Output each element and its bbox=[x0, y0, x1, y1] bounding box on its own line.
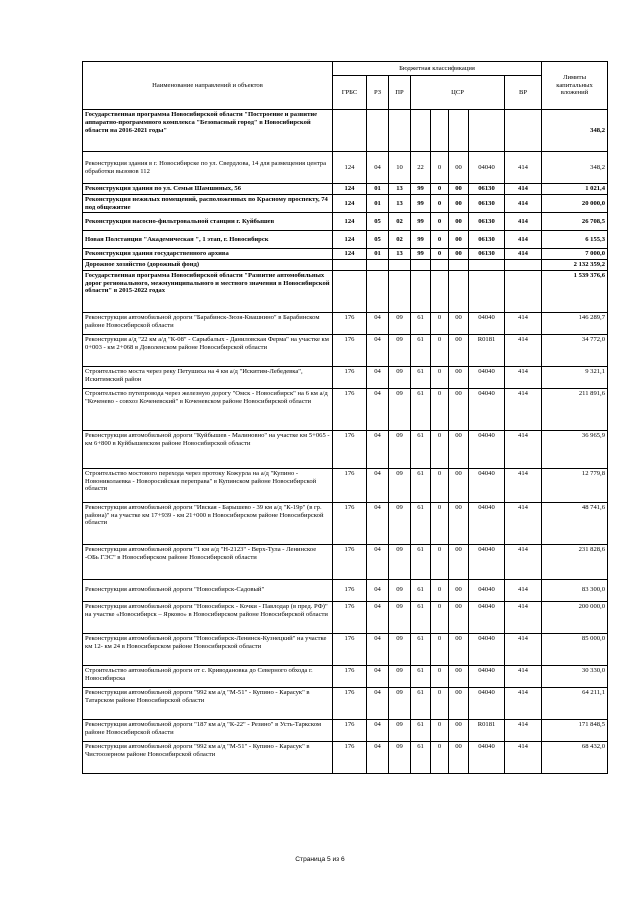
csr-part2: 0 bbox=[431, 430, 449, 468]
csr-part2: 0 bbox=[431, 194, 449, 213]
csr-part4: 04040 bbox=[469, 366, 505, 388]
table-row bbox=[83, 312, 608, 334]
csr-part1 bbox=[411, 270, 431, 312]
csr-part3: 00 bbox=[449, 231, 469, 249]
limit-amount: 83 300,0 bbox=[542, 579, 608, 601]
grbs-code bbox=[333, 110, 367, 152]
limit-amount: 26 708,5 bbox=[542, 213, 608, 231]
csr-part3 bbox=[449, 260, 469, 271]
pr-code: 09 bbox=[389, 544, 411, 579]
csr-part2: 0 bbox=[431, 184, 449, 195]
csr-part1: 22 bbox=[411, 152, 431, 184]
object-name: Реконструкция автомобильной дороги "187 км а/д "К-22" - Резино" в Усть-Таркском районе Новосибирской области bbox=[83, 719, 333, 741]
pr-code bbox=[389, 110, 411, 152]
csr-part1: 61 bbox=[411, 430, 431, 468]
grbs-code: 176 bbox=[333, 312, 367, 334]
pr-code: 09 bbox=[389, 312, 411, 334]
csr-part2: 0 bbox=[431, 366, 449, 388]
csr-part2: 0 bbox=[431, 213, 449, 231]
csr-part3: 00 bbox=[449, 249, 469, 260]
rz-code: 04 bbox=[367, 468, 389, 502]
rz-code bbox=[367, 110, 389, 152]
vr-code bbox=[505, 270, 542, 312]
object-name: Реконструкция автомобильной дороги "992 км а/д "М-51" - Купино - Карасук" в Чистоозерном районе Новосибирской области bbox=[83, 741, 333, 773]
csr-part2: 0 bbox=[431, 633, 449, 665]
csr-part2 bbox=[431, 260, 449, 271]
header-name: Наименование направлений и объектов bbox=[83, 62, 333, 110]
csr-part4 bbox=[469, 270, 505, 312]
rz-code: 04 bbox=[367, 719, 389, 741]
csr-part3: 00 bbox=[449, 366, 469, 388]
pr-code: 09 bbox=[389, 388, 411, 430]
table-row bbox=[83, 430, 608, 468]
limit-amount: 12 779,8 bbox=[542, 468, 608, 502]
csr-part4: 06130 bbox=[469, 194, 505, 213]
grbs-code: 124 bbox=[333, 194, 367, 213]
csr-part2 bbox=[431, 110, 449, 152]
vr-code: 414 bbox=[505, 184, 542, 195]
csr-part1: 99 bbox=[411, 249, 431, 260]
vr-code: 414 bbox=[505, 665, 542, 687]
csr-part1: 61 bbox=[411, 388, 431, 430]
csr-part4: 04040 bbox=[469, 388, 505, 430]
vr-code: 414 bbox=[505, 194, 542, 213]
limit-amount: 348,2 bbox=[542, 110, 608, 152]
table-row bbox=[83, 249, 608, 260]
vr-code: 414 bbox=[505, 366, 542, 388]
csr-part2: 0 bbox=[431, 312, 449, 334]
csr-part3: 00 bbox=[449, 184, 469, 195]
limit-amount: 9 321,1 bbox=[542, 366, 608, 388]
header-csr: ЦСР bbox=[411, 76, 505, 110]
csr-part1: 61 bbox=[411, 687, 431, 719]
csr-part4: 04040 bbox=[469, 430, 505, 468]
object-name: Реконструкция здания государственного архива bbox=[83, 249, 333, 260]
grbs-code: 124 bbox=[333, 249, 367, 260]
rz-code: 04 bbox=[367, 687, 389, 719]
csr-part3: 00 bbox=[449, 152, 469, 184]
object-name: Государственная программа Новосибирской области "Развитие автомобильных дорог регионального, межмуниципального и местного значения в Новосибирской области" в 2015-2022 годах bbox=[83, 270, 333, 312]
csr-part3 bbox=[449, 270, 469, 312]
rz-code: 04 bbox=[367, 741, 389, 773]
grbs-code: 176 bbox=[333, 430, 367, 468]
csr-part2: 0 bbox=[431, 601, 449, 633]
csr-part2: 0 bbox=[431, 468, 449, 502]
grbs-code: 176 bbox=[333, 366, 367, 388]
object-name: Реконструкция автомобильной дороги "Барабинск-Зюзя-Квашнино" в Барабинском районе Новосибирской области bbox=[83, 312, 333, 334]
vr-code: 414 bbox=[505, 687, 542, 719]
table-row bbox=[83, 366, 608, 388]
csr-part2: 0 bbox=[431, 687, 449, 719]
table-row bbox=[83, 468, 608, 502]
pr-code: 10 bbox=[389, 152, 411, 184]
pr-code: 09 bbox=[389, 366, 411, 388]
csr-part3: 00 bbox=[449, 388, 469, 430]
table-row bbox=[83, 388, 608, 430]
limit-amount: 1 539 376,6 bbox=[542, 270, 608, 312]
rz-code bbox=[367, 270, 389, 312]
rz-code: 04 bbox=[367, 665, 389, 687]
rz-code: 04 bbox=[367, 334, 389, 366]
grbs-code: 176 bbox=[333, 665, 367, 687]
rz-code: 04 bbox=[367, 544, 389, 579]
csr-part1: 61 bbox=[411, 579, 431, 601]
grbs-code: 124 bbox=[333, 184, 367, 195]
object-name: Реконструкция автомобильной дороги "Ивская - Барышево - 39 км а/д "К-19р" (в гр. района)" на участке км 17+939 - км 21+000 в Новосибирском районе Новосибирской области bbox=[83, 502, 333, 544]
object-name: Строительство мостового перехода через протоку Кожурла на а/д "Купино - Новониколаевка - Новоросийская переправа" в Купинском районе Новосибирской области bbox=[83, 468, 333, 502]
pr-code: 09 bbox=[389, 741, 411, 773]
object-name: Реконструкция автомобильной дороги "Куйбышев - Малиновно" на участке км 5+065 - км 6+800 в Куйбышевском районе Новосибирской области bbox=[83, 430, 333, 468]
rz-code: 04 bbox=[367, 312, 389, 334]
header-pr: ПР bbox=[389, 76, 411, 110]
grbs-code: 176 bbox=[333, 719, 367, 741]
pr-code: 13 bbox=[389, 184, 411, 195]
pr-code: 09 bbox=[389, 468, 411, 502]
rz-code: 04 bbox=[367, 601, 389, 633]
pr-code: 09 bbox=[389, 334, 411, 366]
csr-part4: 04040 bbox=[469, 579, 505, 601]
csr-part1: 61 bbox=[411, 601, 431, 633]
csr-part4: 04040 bbox=[469, 544, 505, 579]
object-name: Реконструкция автомобильной дороги "Новосибирск - Кочки - Павлодар (в пред. РФ)" на участке «Новосибирск – Ярково» в Новосибирском районе Новосибирской области bbox=[83, 601, 333, 633]
csr-part4: R0181 bbox=[469, 334, 505, 366]
vr-code: 414 bbox=[505, 741, 542, 773]
object-name: Реконструкция автомобильной дороги "Новосибирск-Ленинск-Кузнецкий" на участке км 12- км 24 в Новосибирском районе Новосибирской области bbox=[83, 633, 333, 665]
limit-amount: 146 289,7 bbox=[542, 312, 608, 334]
rz-code: 04 bbox=[367, 366, 389, 388]
table-row bbox=[83, 579, 608, 601]
table-row bbox=[83, 231, 608, 249]
csr-part4 bbox=[469, 260, 505, 271]
csr-part1: 61 bbox=[411, 719, 431, 741]
limit-amount: 6 155,3 bbox=[542, 231, 608, 249]
csr-part3: 00 bbox=[449, 544, 469, 579]
limit-amount: 211 891,6 bbox=[542, 388, 608, 430]
rz-code: 04 bbox=[367, 633, 389, 665]
csr-part3: 00 bbox=[449, 194, 469, 213]
pr-code: 09 bbox=[389, 687, 411, 719]
csr-part3 bbox=[449, 110, 469, 152]
csr-part3: 00 bbox=[449, 579, 469, 601]
csr-part3: 00 bbox=[449, 633, 469, 665]
table-row bbox=[83, 719, 608, 741]
vr-code: 414 bbox=[505, 312, 542, 334]
grbs-code: 176 bbox=[333, 544, 367, 579]
table-row bbox=[83, 152, 608, 184]
rz-code: 01 bbox=[367, 249, 389, 260]
table-row bbox=[83, 334, 608, 366]
csr-part1: 99 bbox=[411, 213, 431, 231]
csr-part1: 61 bbox=[411, 665, 431, 687]
header-grbs: ГРБС bbox=[333, 76, 367, 110]
grbs-code: 124 bbox=[333, 152, 367, 184]
rz-code: 04 bbox=[367, 579, 389, 601]
vr-code bbox=[505, 260, 542, 271]
pr-code: 09 bbox=[389, 633, 411, 665]
vr-code: 414 bbox=[505, 601, 542, 633]
rz-code: 05 bbox=[367, 213, 389, 231]
csr-part4: 04040 bbox=[469, 633, 505, 665]
csr-part4 bbox=[469, 110, 505, 152]
csr-part2: 0 bbox=[431, 334, 449, 366]
budget-table-page bbox=[82, 61, 607, 774]
object-name: Реконструкция а/д "22 км а/д "К-08" - Сарыбалых - Даниловская Ферма" на участке км 0+003 - км 2+068 в Доволенском районе Новосибирской области bbox=[83, 334, 333, 366]
table-row bbox=[83, 260, 608, 271]
object-name: Строительство моста через реку Петушиха на 4 км а/д "Искитим-Лебедевка", Искитимский район bbox=[83, 366, 333, 388]
limit-amount: 48 741,6 bbox=[542, 502, 608, 544]
csr-part4: 04040 bbox=[469, 152, 505, 184]
limit-amount: 200 000,0 bbox=[542, 601, 608, 633]
object-name: Реконструкция здания по ул. Семьи Шамшиных, 56 bbox=[83, 184, 333, 195]
limit-amount: 30 330,0 bbox=[542, 665, 608, 687]
csr-part1: 61 bbox=[411, 334, 431, 366]
csr-part3: 00 bbox=[449, 741, 469, 773]
rz-code: 04 bbox=[367, 502, 389, 544]
rz-code: 01 bbox=[367, 194, 389, 213]
csr-part2: 0 bbox=[431, 249, 449, 260]
vr-code: 414 bbox=[505, 213, 542, 231]
table-row bbox=[83, 544, 608, 579]
object-name: Реконструкция насосно-фильтровальной станции г. Куйбышев bbox=[83, 213, 333, 231]
csr-part1: 61 bbox=[411, 502, 431, 544]
csr-part4: 04040 bbox=[469, 502, 505, 544]
csr-part1: 99 bbox=[411, 184, 431, 195]
csr-part3: 00 bbox=[449, 502, 469, 544]
vr-code: 414 bbox=[505, 579, 542, 601]
csr-part1 bbox=[411, 260, 431, 271]
vr-code: 414 bbox=[505, 334, 542, 366]
grbs-code: 176 bbox=[333, 741, 367, 773]
csr-part2: 0 bbox=[431, 741, 449, 773]
vr-code: 414 bbox=[505, 502, 542, 544]
rz-code: 04 bbox=[367, 388, 389, 430]
table-row bbox=[83, 502, 608, 544]
rz-code: 04 bbox=[367, 152, 389, 184]
header-rz: РЗ bbox=[367, 76, 389, 110]
header-budget-classification: Бюджетная классификация bbox=[333, 62, 542, 76]
csr-part4: 06130 bbox=[469, 249, 505, 260]
rz-code: 05 bbox=[367, 231, 389, 249]
csr-part3: 00 bbox=[449, 687, 469, 719]
grbs-code: 176 bbox=[333, 468, 367, 502]
limit-amount: 85 000,0 bbox=[542, 633, 608, 665]
csr-part3: 00 bbox=[449, 665, 469, 687]
rz-code: 01 bbox=[367, 184, 389, 195]
table-row bbox=[83, 213, 608, 231]
csr-part3: 00 bbox=[449, 213, 469, 231]
vr-code: 414 bbox=[505, 249, 542, 260]
csr-part2: 0 bbox=[431, 665, 449, 687]
grbs-code: 124 bbox=[333, 213, 367, 231]
table-row bbox=[83, 665, 608, 687]
csr-part4: 04040 bbox=[469, 601, 505, 633]
csr-part1: 61 bbox=[411, 633, 431, 665]
limit-amount: 64 211,1 bbox=[542, 687, 608, 719]
vr-code: 414 bbox=[505, 633, 542, 665]
csr-part2: 0 bbox=[431, 544, 449, 579]
vr-code: 414 bbox=[505, 468, 542, 502]
csr-part2: 0 bbox=[431, 152, 449, 184]
limit-amount: 2 132 359,2 bbox=[542, 260, 608, 271]
csr-part1: 61 bbox=[411, 544, 431, 579]
csr-part4: 06130 bbox=[469, 213, 505, 231]
grbs-code bbox=[333, 260, 367, 271]
vr-code: 414 bbox=[505, 719, 542, 741]
pr-code: 13 bbox=[389, 194, 411, 213]
csr-part1: 61 bbox=[411, 366, 431, 388]
csr-part4: 04040 bbox=[469, 741, 505, 773]
pr-code: 09 bbox=[389, 601, 411, 633]
table-row bbox=[83, 633, 608, 665]
pr-code: 13 bbox=[389, 249, 411, 260]
pr-code: 09 bbox=[389, 430, 411, 468]
limit-amount: 348,2 bbox=[542, 152, 608, 184]
limit-amount: 20 000,0 bbox=[542, 194, 608, 213]
object-name: Строительство автомобильной дороги от с. Криводановка до Северного обхода г. Новосибирска bbox=[83, 665, 333, 687]
grbs-code: 176 bbox=[333, 502, 367, 544]
csr-part1 bbox=[411, 110, 431, 152]
csr-part3: 00 bbox=[449, 601, 469, 633]
csr-part4: 06130 bbox=[469, 231, 505, 249]
object-name: Государственная программа Новосибирской области "Построение и развитие аппаратно-программного комплекса "Безопасный город" в Новосибирской области на 2016-2021 годы" bbox=[83, 110, 333, 152]
csr-part4: 04040 bbox=[469, 468, 505, 502]
grbs-code: 176 bbox=[333, 687, 367, 719]
grbs-code: 176 bbox=[333, 579, 367, 601]
rz-code: 04 bbox=[367, 430, 389, 468]
csr-part2: 0 bbox=[431, 719, 449, 741]
vr-code: 414 bbox=[505, 544, 542, 579]
pr-code: 02 bbox=[389, 213, 411, 231]
grbs-code: 176 bbox=[333, 633, 367, 665]
csr-part2: 0 bbox=[431, 231, 449, 249]
limit-amount: 68 432,0 bbox=[542, 741, 608, 773]
vr-code: 414 bbox=[505, 430, 542, 468]
limit-amount: 7 000,0 bbox=[542, 249, 608, 260]
object-name: Реконструкция автомобильной дороги "Новосибирск-Садовый" bbox=[83, 579, 333, 601]
csr-part1: 61 bbox=[411, 468, 431, 502]
vr-code: 414 bbox=[505, 388, 542, 430]
table-row bbox=[83, 601, 608, 633]
table-row bbox=[83, 270, 608, 312]
csr-part1: 61 bbox=[411, 312, 431, 334]
vr-code bbox=[505, 110, 542, 152]
csr-part3: 00 bbox=[449, 430, 469, 468]
grbs-code bbox=[333, 270, 367, 312]
pr-code bbox=[389, 260, 411, 271]
table-row bbox=[83, 184, 608, 195]
object-name: Новая Полстанция "Академическая ", 1 этап, г. Новосибирск bbox=[83, 231, 333, 249]
pr-code bbox=[389, 270, 411, 312]
csr-part4: 04040 bbox=[469, 687, 505, 719]
capital-investment-table bbox=[82, 61, 608, 774]
csr-part2 bbox=[431, 270, 449, 312]
csr-part2: 0 bbox=[431, 388, 449, 430]
csr-part4: R0181 bbox=[469, 719, 505, 741]
vr-code: 414 bbox=[505, 152, 542, 184]
csr-part1: 99 bbox=[411, 194, 431, 213]
page-number: Страница 5 из 6 bbox=[295, 856, 345, 863]
object-name: Реконструкция нежилых помещений, расположенных по Красному проспекту, 74 под общежитие bbox=[83, 194, 333, 213]
csr-part2: 0 bbox=[431, 579, 449, 601]
csr-part3: 00 bbox=[449, 468, 469, 502]
csr-part1: 99 bbox=[411, 231, 431, 249]
grbs-code: 176 bbox=[333, 334, 367, 366]
rz-code bbox=[367, 260, 389, 271]
header-vr: ВР bbox=[505, 76, 542, 110]
vr-code: 414 bbox=[505, 231, 542, 249]
grbs-code: 176 bbox=[333, 388, 367, 430]
table-row bbox=[83, 687, 608, 719]
csr-part4: 04040 bbox=[469, 665, 505, 687]
grbs-code: 124 bbox=[333, 231, 367, 249]
pr-code: 09 bbox=[389, 665, 411, 687]
grbs-code: 176 bbox=[333, 601, 367, 633]
limit-amount: 1 021,4 bbox=[542, 184, 608, 195]
table-row bbox=[83, 110, 608, 152]
csr-part2: 0 bbox=[431, 502, 449, 544]
header-limits: Лимиты капитальных вложений bbox=[542, 62, 608, 110]
object-name: Дорожное хозяйство (дорожный фонд) bbox=[83, 260, 333, 271]
object-name: Строительство путепровода через железную дорогу "Омск - Новосибирск" на 6 км а/д "Коченево - совхоз Коченевский" в Коченевском районе Новосибирской области bbox=[83, 388, 333, 430]
pr-code: 02 bbox=[389, 231, 411, 249]
table-row bbox=[83, 741, 608, 773]
csr-part3: 00 bbox=[449, 719, 469, 741]
table-row bbox=[83, 194, 608, 213]
csr-part1: 61 bbox=[411, 741, 431, 773]
pr-code: 09 bbox=[389, 579, 411, 601]
csr-part4: 06130 bbox=[469, 184, 505, 195]
csr-part3: 00 bbox=[449, 334, 469, 366]
pr-code: 09 bbox=[389, 502, 411, 544]
limit-amount: 34 772,0 bbox=[542, 334, 608, 366]
limit-amount: 231 828,6 bbox=[542, 544, 608, 579]
csr-part3: 00 bbox=[449, 312, 469, 334]
object-name: Реконструкция автомобильной дороги "1 км а/д "Н-2123" - Верх-Тула - Ленинское -ОБь ГЭС" в Новосибирском районе Новосибирской области bbox=[83, 544, 333, 579]
pr-code: 09 bbox=[389, 719, 411, 741]
limit-amount: 171 848,5 bbox=[542, 719, 608, 741]
limit-amount: 36 965,9 bbox=[542, 430, 608, 468]
object-name: Реконструкция здания в г. Новосибирске по ул. Свердлова, 14 для размещения центра обработки вызовов 112 bbox=[83, 152, 333, 184]
object-name: Реконструкция автомобильной дороги "992 км а/д "М-51" - Купино - Карасук" в Татарском районе Новосибирской области bbox=[83, 687, 333, 719]
csr-part4: 04040 bbox=[469, 312, 505, 334]
